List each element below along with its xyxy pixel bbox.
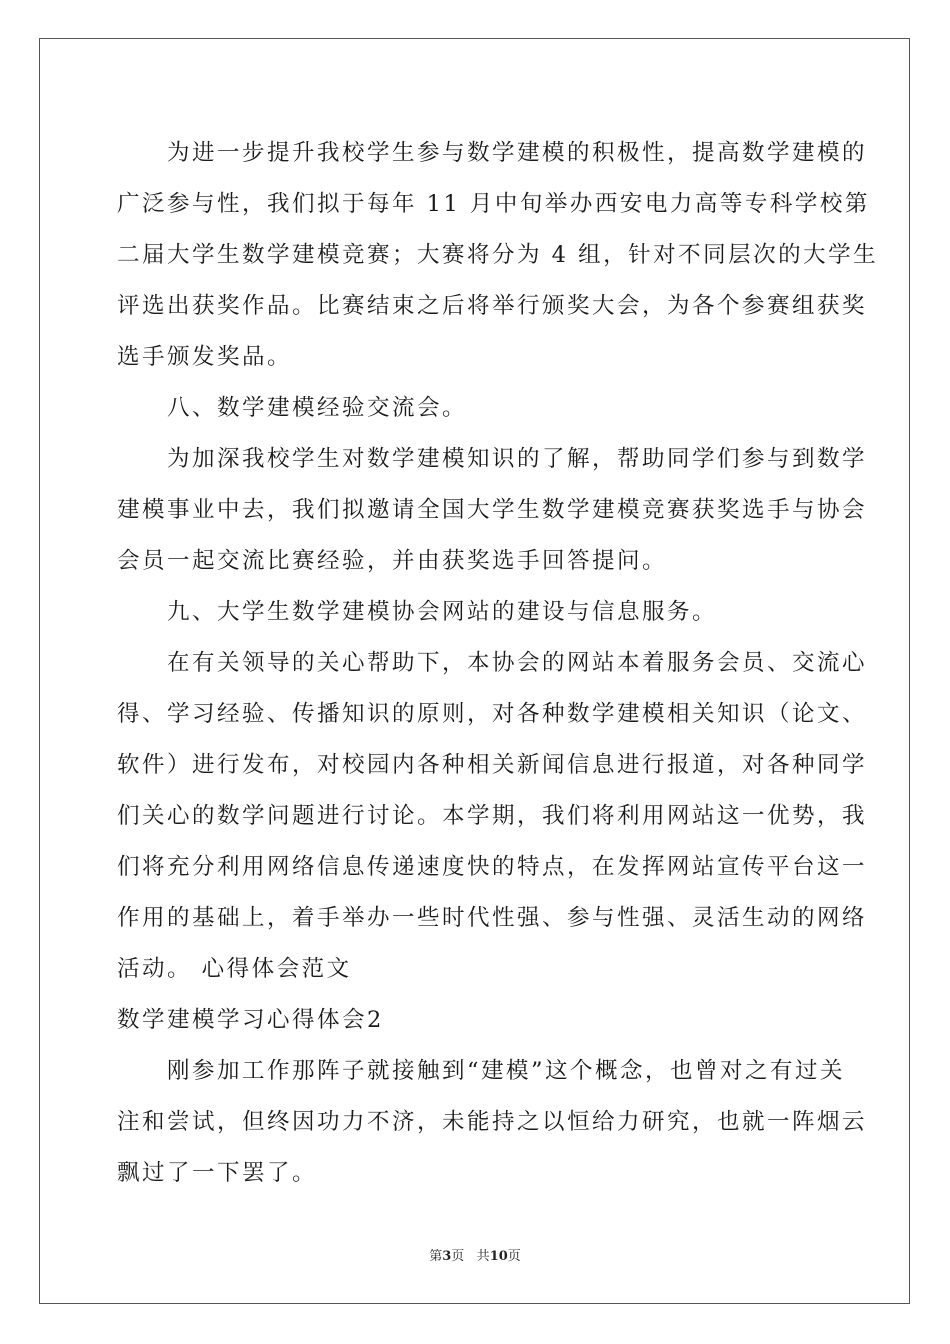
total-suffix: 页 [507,1249,521,1264]
total-pages: 10 [489,1249,508,1264]
text-line: 会员一起交流比赛经验，并由获奖选手回答提问。 [117,548,668,574]
text-line: 在有关领导的关心帮助下，本协会的网站本着服务会员、交流心 [167,650,868,676]
text-line: 活动。 心得体会范文 [117,956,352,982]
page-prefix: 第 [429,1249,443,1264]
total-prefix: 共 [476,1249,490,1264]
text-line: 们将充分利用网络信息传递速度快的特点，在发挥网站宣传平台这一 [117,854,868,880]
text-line: 注和尝试，但终因功力不济，未能持之以恒给力研究，也就一阵烟云 [117,1109,868,1135]
page-number: 3 [442,1249,452,1264]
text-line: 为进一步提升我校学生参与数学建模的积极性，提高数学建模的 [167,140,868,166]
text-line: 评选出获奖作品。比赛结束之后将举行颁奖大会，为各个参赛组获奖 [117,293,868,319]
section-heading: 九、大学生数学建模协会网站的建设与信息服务。 [167,599,718,625]
text-line: 建模事业中去，我们拟邀请全国大学生数学建模竞赛获奖选手与协会 [117,497,868,523]
page-footer [0,1249,950,1265]
text-line: 刚参加工作那阵子就接触到“建模”这个概念，也曾对之有过关 [167,1058,846,1084]
text-line: 二届大学生数学建模竞赛；大赛将分为 4 组，针对不同层次的大学生 [117,242,879,268]
text-line: 软件）进行发布，对校园内各种相关新闻信息进行报道，对各种同学 [117,752,868,778]
text-line: 广泛参与性，我们拟于每年 11 月中旬举办西安电力高等专科学校第 [117,191,870,217]
text-line: 为加深我校学生对数学建模知识的了解，帮助同学们参与到数学 [167,446,868,472]
article-title: 数学建模学习心得体会2 [117,1007,384,1033]
text-line: 作用的基础上，着手举办一些时代性强、参与性强、灵活生动的网络 [117,905,868,931]
text-line: 选手颁发奖品。 [117,344,293,370]
page-suffix: 页 [451,1249,465,1264]
document-body [117,128,879,1199]
text-line: 得、学习经验、传播知识的原则，对各种数学建模相关知识（论文、 [117,701,868,727]
text-line: 们关心的数学问题进行讨论。本学期，我们将利用网站这一优势，我 [117,803,868,829]
text-line: 飘过了一下罢了。 [117,1160,318,1186]
section-heading: 八、数学建模经验交流会。 [167,395,468,421]
